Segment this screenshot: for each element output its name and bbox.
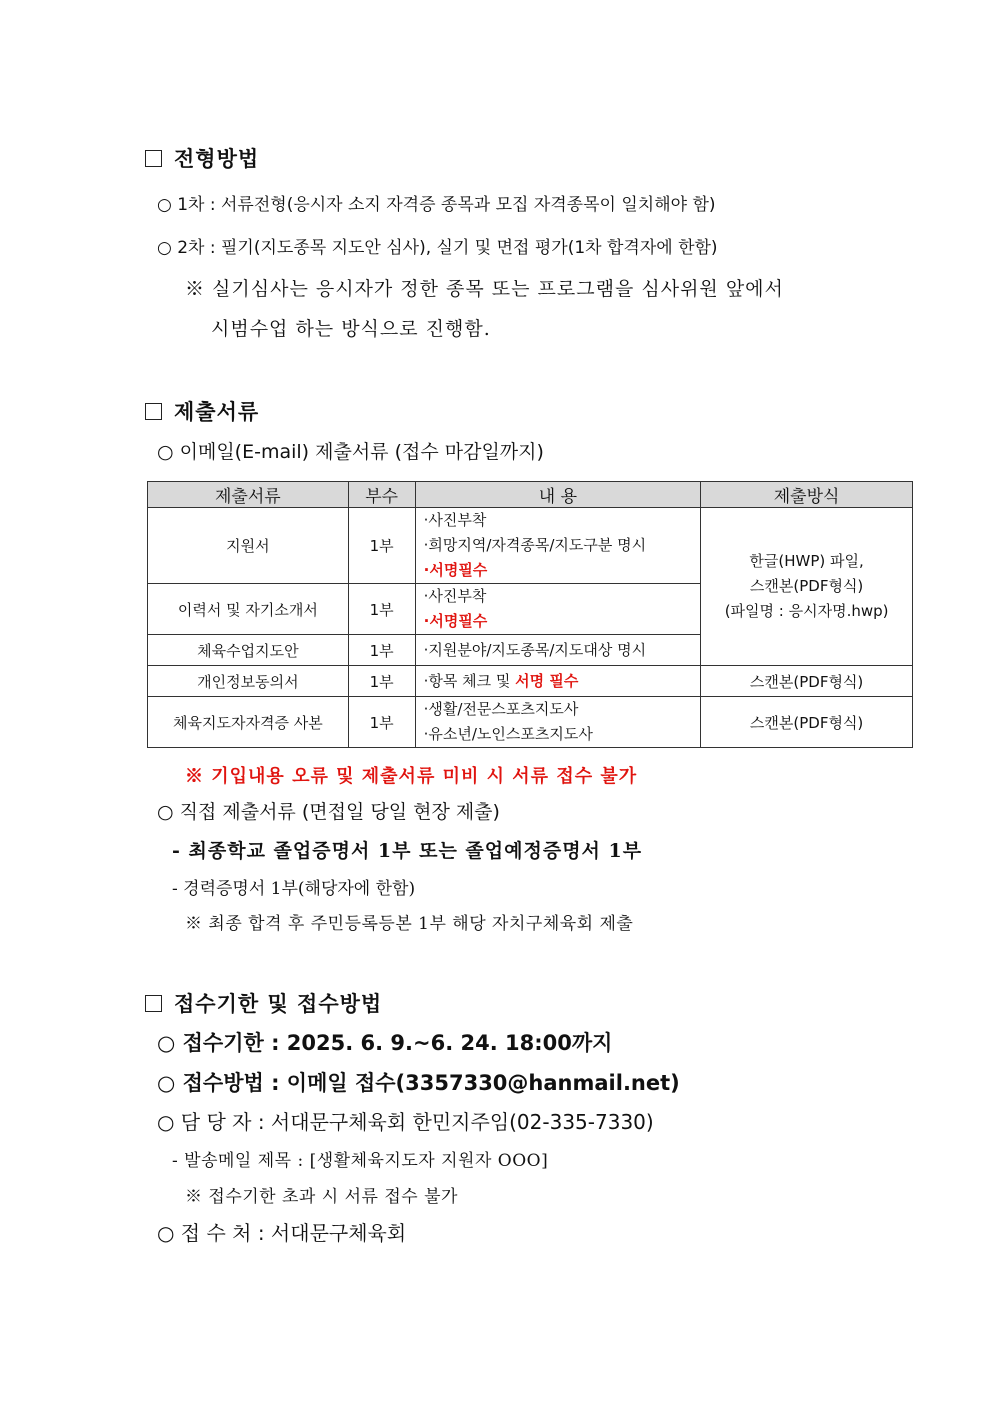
warning-note: ※ 기입내용 오류 및 제출서류 미비 시 서류 접수 불가 xyxy=(185,766,638,787)
deadline-note: ※ 접수기한 초과 시 서류 접수 불가 xyxy=(185,1187,458,1207)
email-subject-format: - 발송메일 제목 : [생활체육지도자 지원자 OOO] xyxy=(172,1151,549,1171)
deadline: ○ 접수기한 : 2025. 6. 9.~6. 24. 18:00까지 xyxy=(157,1031,613,1055)
email-docs-heading: ○ 이메일(E-mail) 제출서류 (접수 마감일까지) xyxy=(157,441,544,463)
qty-cell: 1부 xyxy=(348,697,415,748)
content-cell: ·생활/전문스포츠지도사 ·유소년/노인스포츠지도사 xyxy=(415,697,701,748)
section-title-submission: 접수기한 및 접수방법 xyxy=(145,988,382,1018)
method-cell: 한글(HWP) 파일, 스캔본(PDF형식) (파일명 : 응시자명.hwp) xyxy=(701,508,913,666)
table-row xyxy=(148,508,913,584)
content-cell: ·사진부착 ·서명필수 xyxy=(415,584,701,635)
documents-table xyxy=(147,481,913,748)
content-cell: ·항목 체크 및 서명 필수 xyxy=(415,666,701,697)
selection-note-line2: 시범수업 하는 방식으로 진행함. xyxy=(211,318,491,340)
header-method: 제출방식 xyxy=(701,482,913,508)
direct-doc-1: - 최종학교 졸업증명서 1부 또는 졸업예정증명서 1부 xyxy=(172,840,643,862)
signature-required: ·서명필수 xyxy=(423,561,488,579)
direct-docs-heading: ○ 직접 제출서류 (면접일 당일 현장 제출) xyxy=(157,801,500,823)
table-row xyxy=(148,666,913,697)
signature-required: ·서명필수 xyxy=(423,612,488,630)
signature-required: 서명 필수 xyxy=(515,671,579,690)
selection-note-line1: ※ 실기심사는 응시자가 정한 종목 또는 프로그램을 심사위원 앞에서 xyxy=(185,278,784,300)
qty-cell: 1부 xyxy=(348,635,415,666)
direct-doc-2: - 경력증명서 1부(해당자에 한함) xyxy=(172,879,416,899)
qty-cell: 1부 xyxy=(348,508,415,584)
method-cell: 스캔본(PDF형식) xyxy=(701,697,913,748)
doc-resume: 이력서 및 자기소개서 xyxy=(148,584,349,635)
checkbox-square-icon xyxy=(145,403,162,420)
contact-person: ○ 담 당 자 : 서대문구체육회 한민지주임(02-335-7330) xyxy=(157,1110,654,1134)
section-title-documents: 제출서류 xyxy=(145,396,259,426)
doc-privacy-consent: 개인정보동의서 xyxy=(148,666,349,697)
table-header-row xyxy=(148,482,913,508)
header-qty: 부수 xyxy=(348,482,415,508)
submission-method: ○ 접수방법 : 이메일 접수(3357330@hanmail.net) xyxy=(157,1071,680,1095)
header-doc: 제출서류 xyxy=(148,482,349,508)
section-title-selection: 전형방법 xyxy=(145,143,259,173)
direct-doc-note: ※ 최종 합격 후 주민등록등본 1부 해당 자치구체육회 제출 xyxy=(185,914,634,934)
receiving-office: ○ 접 수 처 : 서대문구체육회 xyxy=(157,1221,407,1245)
doc-application: 지원서 xyxy=(148,508,349,584)
table-row xyxy=(148,697,913,748)
doc-lesson-plan: 체육수업지도안 xyxy=(148,635,349,666)
content-cell: ·지원분야/지도종목/지도대상 명시 xyxy=(415,635,701,666)
qty-cell: 1부 xyxy=(348,666,415,697)
content-cell: ·사진부착 ·희망지역/자격종목/지도구분 명시 ·서명필수 xyxy=(415,508,701,584)
selection-step-1: ○ 1차 : 서류전형(응시자 소지 자격증 종목과 모집 자격종목이 일치해야 함) xyxy=(157,195,716,215)
qty-cell: 1부 xyxy=(348,584,415,635)
header-content: 내 용 xyxy=(415,482,701,508)
doc-certificate-copy: 체육지도자자격증 사본 xyxy=(148,697,349,748)
checkbox-square-icon xyxy=(145,995,162,1012)
method-cell: 스캔본(PDF형식) xyxy=(701,666,913,697)
checkbox-square-icon xyxy=(145,150,162,167)
selection-step-2: ○ 2차 : 필기(지도종목 지도안 심사), 실기 및 면접 평가(1차 합격자에 한함) xyxy=(157,238,718,258)
